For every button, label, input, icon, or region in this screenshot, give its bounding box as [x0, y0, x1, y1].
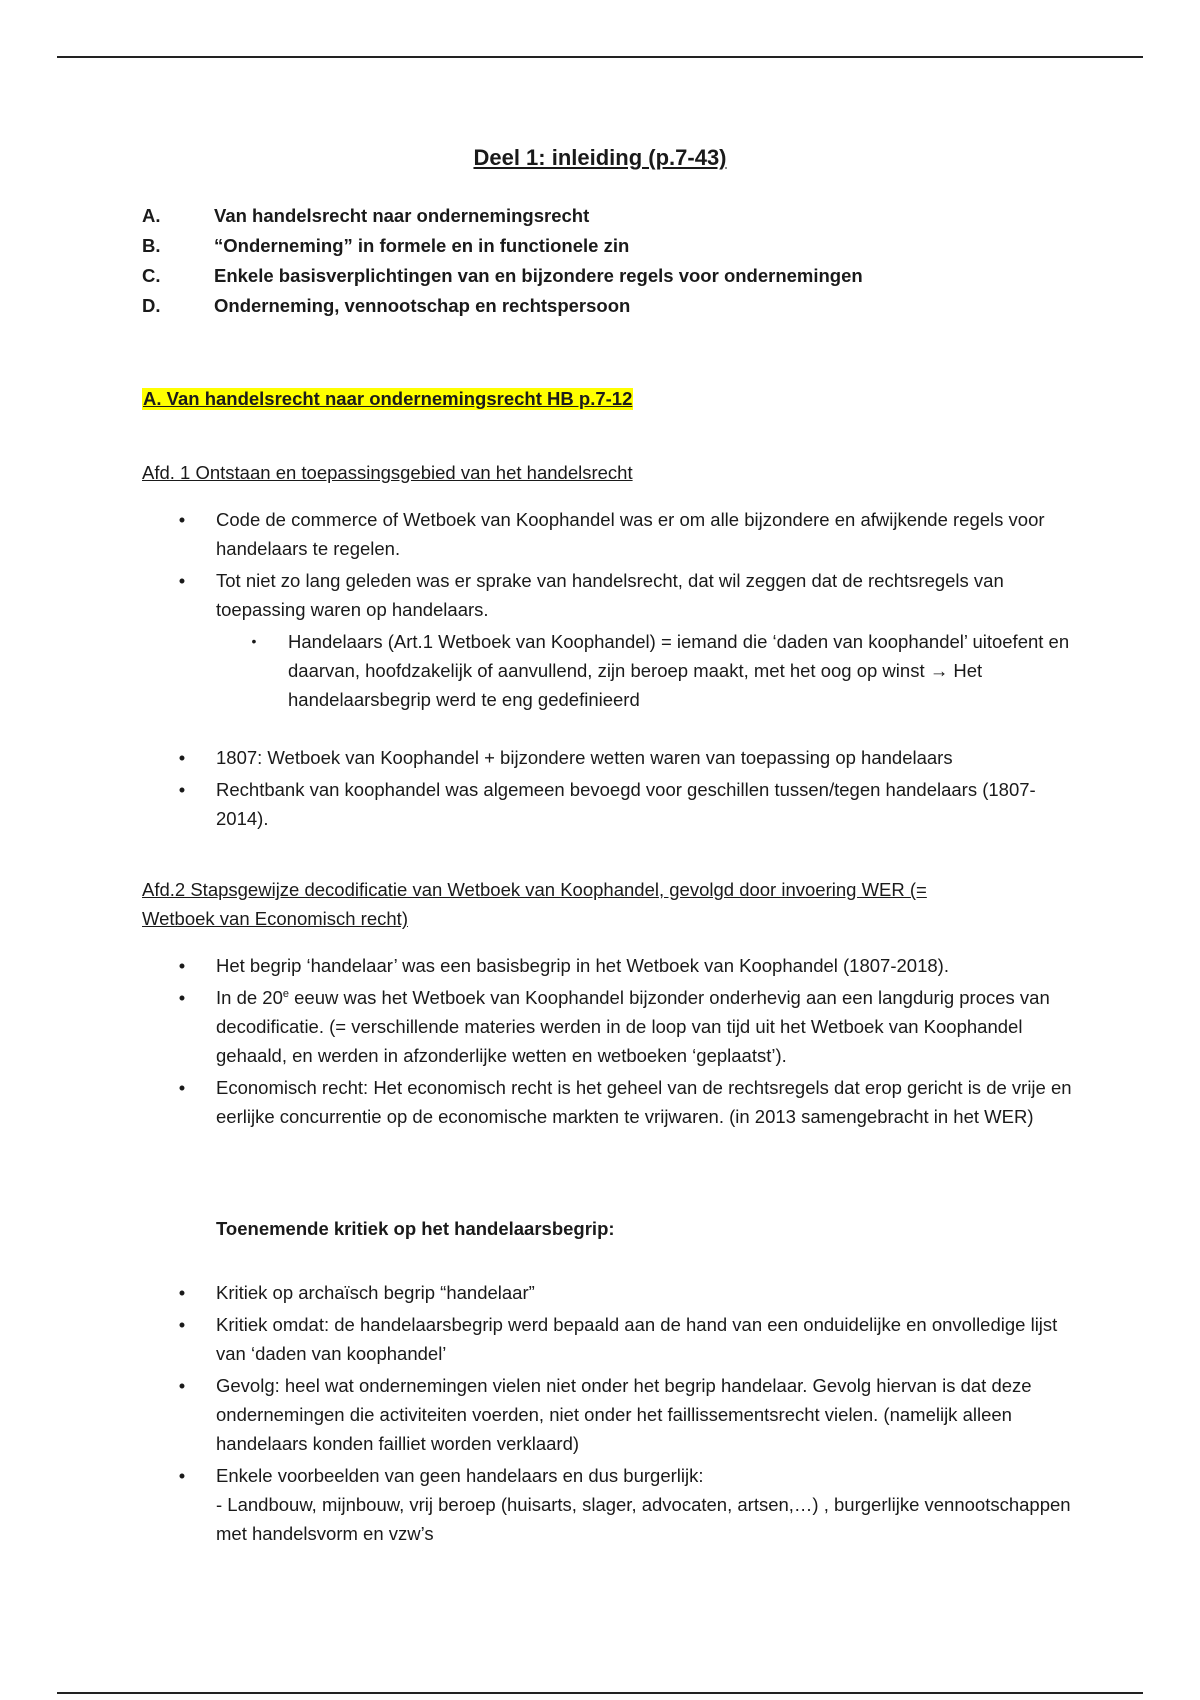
bullet-icon: • — [178, 1314, 186, 1335]
list-item: • Economisch recht: Het economisch recht is het geheel van de rechtsregels dat erop gericht is de vrije en eerlijke concurrentie op de economische markten te vrijwaren. (in 2013 samengebracht in het WER) — [142, 1073, 1082, 1131]
toc-item-b: B. “Onderneming” in formele en in functionele zin — [142, 235, 630, 256]
bullet-icon: • — [178, 747, 186, 768]
kritiek-heading: Toenemende kritiek op het handelaarsbegrip: — [216, 1218, 615, 1239]
list-item: • Gevolg: heel wat ondernemingen vielen niet onder het begrip handelaar. Gevolg hiervan is dat deze ondernemingen die activiteiten voerden, niet onder het faillissementsrecht vielen. (namelijk alleen handelaars konden failliet worden verklaard) — [142, 1371, 1082, 1458]
afd1-bullet-list — [142, 505, 1082, 717]
bullet-icon: • — [178, 1375, 186, 1396]
table-of-contents — [142, 205, 863, 325]
list-item: • 1807: Wetboek van Koophandel + bijzondere wetten waren van toepassing op handelaars — [142, 743, 1082, 772]
footer-rule — [57, 1692, 1143, 1694]
list-item: • Tot niet zo lang geleden was er sprake van handelsrecht, dat wil zeggen dat de rechtsregels van toepassing waren op handelaars. — [142, 566, 1082, 624]
bullet-icon: • — [178, 1465, 186, 1486]
bullet-icon: • — [178, 955, 186, 976]
kritiek-bullet-list — [142, 1278, 1082, 1551]
list-item: • Kritiek omdat: de handelaarsbegrip werd bepaald aan de hand van een onduidelijke en onvolledige lijst van ‘daden van koophandel’ — [142, 1310, 1082, 1368]
list-item: • In de 20e eeuw was het Wetboek van Koophandel bijzonder onderhevig aan een langdurig proces van decodificatie. (= verschillende materies werden in de loop van tijd uit het Wetboek van Koophandel gehaald, en werden in afzonderlijke wetten en wetboeken ‘geplaatst’). — [142, 983, 1082, 1070]
section-a-heading: A. Van handelsrecht naar ondernemingsrecht HB p.7-12 — [143, 388, 633, 409]
nested-list-item: • Handelaars (Art.1 Wetboek van Koophandel) = iemand die ‘daden van koophandel’ uitoefent en daarvan, hoofdzakelijk of aanvullend, zijn beroep maakt, met het oog op winst → Het handelaarsbegrip werd te eng gedefinieerd — [142, 627, 1082, 714]
toc-item-a: A. Van handelsrecht naar ondernemingsrecht — [142, 205, 590, 226]
header-rule — [57, 56, 1143, 58]
bullet-icon: • — [178, 570, 186, 591]
afd2-bullet-list — [142, 951, 1082, 1134]
toc-item-c: C. Enkele basisverplichtingen van en bijzondere regels voor ondernemingen — [142, 265, 863, 286]
bullet-icon: • — [178, 779, 186, 800]
afd1-bullet-list-2 — [142, 743, 1082, 836]
bullet-icon: • — [178, 987, 186, 1008]
list-item: • Kritiek op archaïsch begrip “handelaar” — [142, 1278, 1082, 1307]
bullet-icon: • — [178, 1077, 186, 1098]
bullet-icon: • — [178, 1282, 186, 1303]
toc-item-d: D. Onderneming, vennootschap en rechtspersoon — [142, 295, 631, 316]
bullet-icon: • — [251, 633, 257, 649]
list-item: • Code de commerce of Wetboek van Koophandel was er om alle bijzondere en afwijkende regels voor handelaars te regelen. — [142, 505, 1082, 563]
afd2-heading: Afd.2 Stapsgewijze decodificatie van Wetboek van Koophandel, gevolgd door invoering WER (= Wetboek van Economisch recht) — [142, 879, 927, 929]
list-item: • Het begrip ‘handelaar’ was een basisbegrip in het Wetboek van Koophandel (1807-2018). — [142, 951, 1082, 980]
bullet-icon: • — [178, 509, 186, 530]
afd1-heading: Afd. 1 Ontstaan en toepassingsgebied van het handelsrecht — [142, 462, 633, 483]
list-item: • Rechtbank van koophandel was algemeen bevoegd voor geschillen tussen/tegen handelaars (1807-2014). — [142, 775, 1082, 833]
list-item: • Enkele voorbeelden van geen handelaars en dus burgerlijk: - Landbouw, mijnbouw, vrij beroep (huisarts, slager, advocaten, artsen,…) , burgerlijke vennootschappen met handelsvorm en vzw’s — [142, 1461, 1082, 1548]
page-title: Deel 1: inleiding (p.7-43) — [473, 145, 727, 170]
